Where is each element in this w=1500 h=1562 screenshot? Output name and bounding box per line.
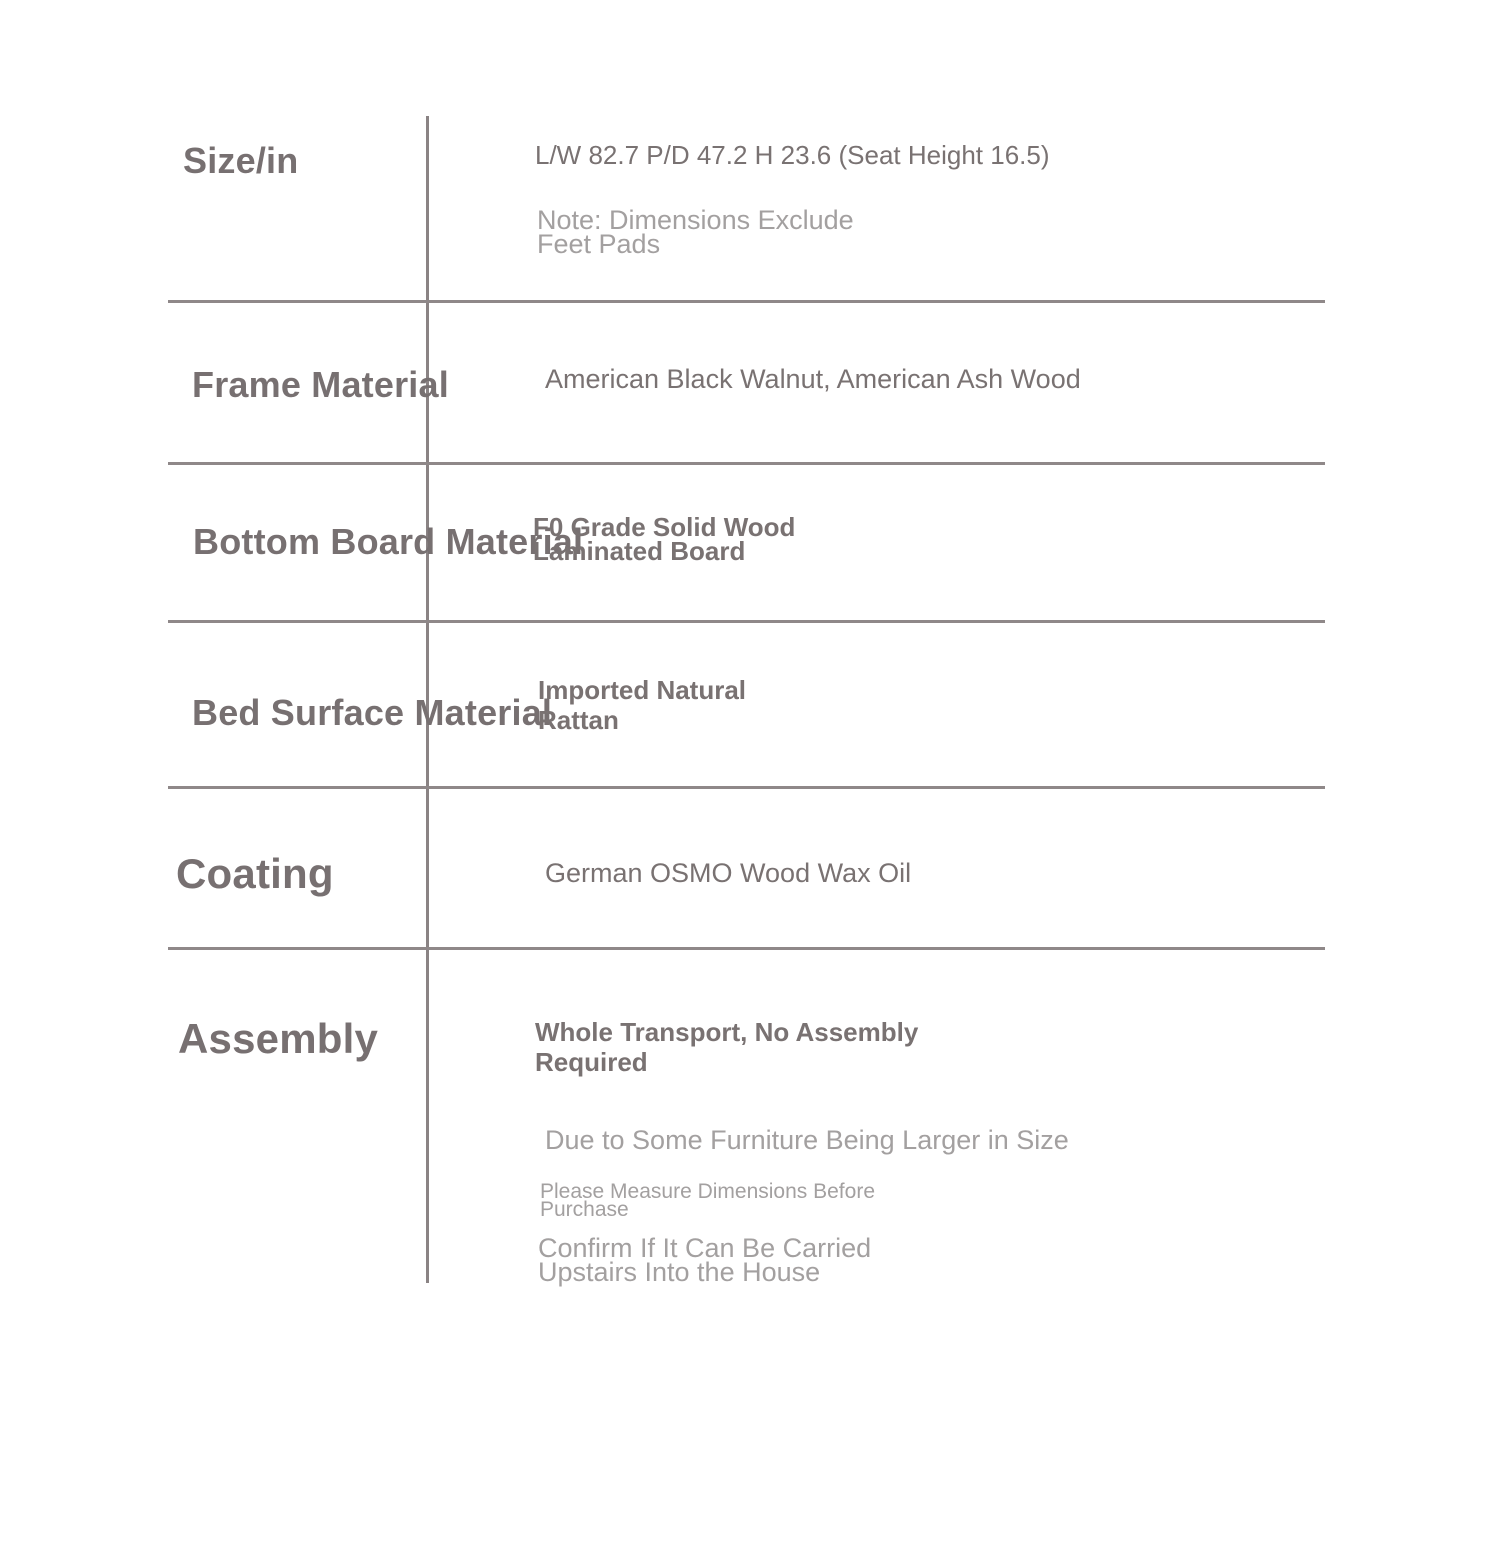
note-line: Purchase [540, 1198, 629, 1221]
value-line: Laminated Board [533, 536, 746, 566]
spec-value-bottom-board [533, 512, 796, 566]
value-line: Required [535, 1047, 648, 1077]
note-line: Please Measure Dimensions Before [540, 1180, 875, 1203]
value-line: F0 Grade Solid Wood [533, 512, 796, 542]
row-divider [168, 620, 1325, 623]
row-divider [168, 786, 1325, 789]
spec-note-assembly-carry [538, 1233, 872, 1287]
spec-label-bottom-board: Bottom Board Material [193, 521, 584, 562]
spec-value-coating: German OSMO Wood Wax Oil [545, 858, 912, 888]
spec-note-assembly-measure [540, 1180, 875, 1221]
spec-value-frame: American Black Walnut, American Ash Wood [545, 364, 1081, 394]
note-line: Upstairs Into the House [538, 1257, 821, 1287]
note-line: Feet Pads [537, 229, 661, 259]
spec-label-assembly: Assembly [178, 1015, 379, 1062]
note-line: Note: Dimensions Exclude [537, 205, 854, 235]
spec-label-bed-surface: Bed Surface Material [192, 692, 553, 733]
spec-label-frame: Frame Material [192, 364, 449, 405]
value-line: Whole Transport, No Assembly [535, 1017, 919, 1047]
spec-value-size: L/W 82.7 P/D 47.2 H 23.6 (Seat Height 16.5) [535, 140, 1050, 170]
spec-note-assembly-size: Due to Some Furniture Being Larger in Size [545, 1125, 1069, 1155]
spec-note-size [537, 205, 854, 259]
spec-value-assembly [535, 1017, 918, 1077]
value-line: Imported Natural [538, 675, 747, 705]
row-divider [168, 947, 1325, 950]
note-line: Confirm If It Can Be Carried [538, 1233, 872, 1263]
spec-label-coating: Coating [176, 850, 334, 897]
row-divider [168, 300, 1325, 303]
spec-value-bed-surface [538, 675, 746, 735]
value-line: Rattan [538, 705, 619, 735]
row-divider [168, 462, 1325, 465]
spec-label-size: Size/in [183, 140, 299, 181]
